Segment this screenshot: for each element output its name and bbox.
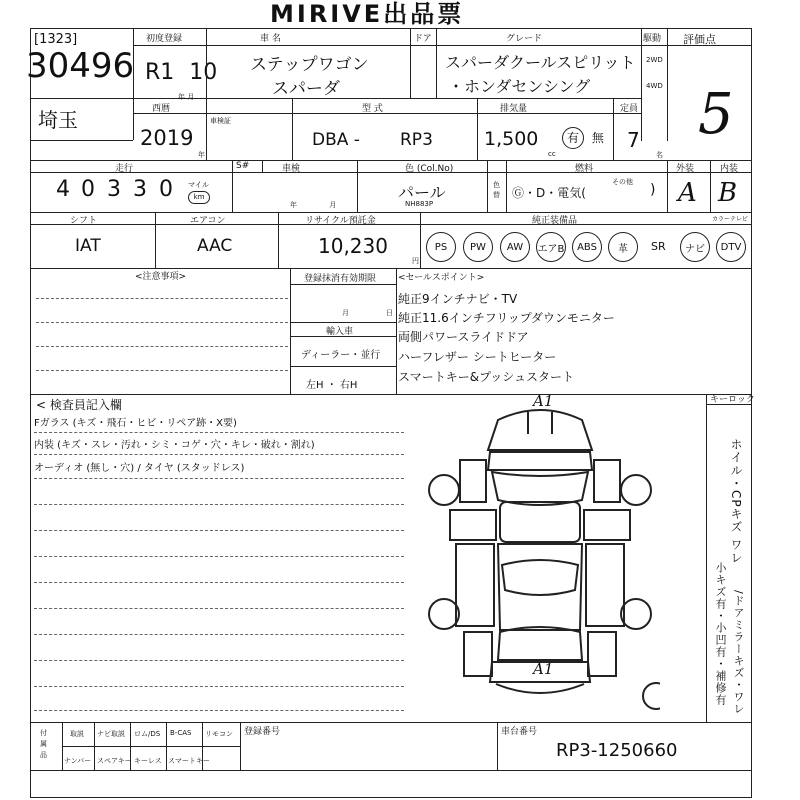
- exterior-value: A: [678, 178, 697, 208]
- model-name-label: 車 名: [260, 34, 281, 44]
- first-reg-unit: 年 月: [178, 93, 195, 101]
- chassis-value: RP3-1250660: [556, 740, 678, 761]
- mileage-digit: 0: [159, 177, 173, 202]
- damage-mark-front: A1: [533, 392, 554, 410]
- fuel-close: ): [650, 182, 656, 198]
- side-note-3: 小キズ有・小凹有・補修有: [714, 562, 727, 706]
- accessory: スマートキー: [168, 757, 210, 765]
- import-label: 輸入車: [326, 327, 354, 337]
- equip-leather: 革: [608, 232, 638, 262]
- turbo-yes: 有: [562, 127, 584, 149]
- rating-label: 評価点: [683, 33, 716, 46]
- accessories-label: 付属品: [40, 729, 47, 759]
- model-code-value: RP3: [400, 130, 433, 150]
- color-label: 色 (Col.No): [405, 164, 454, 174]
- accessory: スペアキー: [97, 757, 132, 765]
- chassis-label: 車台番号: [501, 727, 538, 737]
- rating-value: 5: [698, 82, 734, 147]
- equip-pw: PW: [463, 232, 493, 262]
- mileage-digit: 3: [107, 177, 121, 202]
- side-note-2: /ドアミラーキズ・ワレ: [732, 590, 745, 715]
- lot-code: [1323]: [34, 32, 78, 47]
- color-value: パール: [398, 183, 446, 202]
- aircon-label: エアコン: [190, 216, 226, 226]
- lot-number: 30496: [26, 46, 135, 86]
- sales-point: 両側パワースライドドア: [398, 330, 529, 344]
- accessory: リモコン: [205, 730, 233, 738]
- interior-label: 内装: [720, 164, 739, 174]
- interior-value: B: [718, 178, 738, 208]
- model-code-label: 型 式: [362, 104, 383, 114]
- document-title: MIRIVE出品票: [270, 0, 465, 28]
- equip-airbag: エアB: [536, 232, 566, 262]
- side-note-1: ホイル・CPキズ ワレ: [729, 438, 743, 565]
- mileage-digit: 0: [81, 177, 95, 202]
- handle-option: 左H ・ 右H: [306, 380, 358, 391]
- displacement-label: 排気量: [500, 104, 528, 114]
- inspector-label: < 検査員記入欄: [36, 398, 122, 412]
- aircon-value: AAC: [197, 236, 233, 256]
- shaken-unit: 年 月: [290, 201, 337, 209]
- tv-label: カラーテレビ: [712, 216, 748, 223]
- model-name-line1: ステップワゴン: [250, 55, 369, 75]
- mileage-unit-mile: マイル: [188, 181, 209, 189]
- sales-point: スマートキー&プッシュスタート: [398, 370, 575, 384]
- inspector-interior: 内装 (キズ・スレ・汚れ・シミ・コゲ・穴・キレ・破れ・割れ): [34, 440, 315, 451]
- shift-label: シフト: [70, 216, 98, 226]
- mileage-digit: 3: [133, 177, 147, 202]
- capacity-label: 定員: [620, 104, 639, 114]
- reg-number-label: 登録番号: [244, 727, 281, 737]
- mileage-digit: 4: [56, 177, 70, 202]
- year-label: 西暦: [152, 104, 171, 114]
- region: 埼玉: [38, 108, 78, 132]
- dealer-option: ディーラー・並行: [301, 350, 381, 361]
- sales-point: ハーフレザー シートヒーター: [398, 350, 557, 364]
- equip-abs: ABS: [572, 232, 602, 262]
- accessory: 取説: [70, 730, 84, 738]
- registry-label: 登録抹消有効期限: [304, 274, 377, 284]
- turbo-no: 無: [591, 131, 604, 145]
- fuel-label: 燃料: [575, 164, 594, 174]
- drive-2wd: 2WD: [646, 56, 663, 64]
- drive-4wd: 4WD: [646, 82, 663, 90]
- accessory: ナビ取説: [97, 730, 125, 738]
- sales-points-label: <セールスポイント>: [398, 273, 485, 283]
- recycle-unit: 円: [412, 257, 419, 265]
- drive-label: 駆動: [643, 34, 662, 44]
- fuel-other-label: その他: [612, 178, 633, 186]
- inspector-glass: Fガラス (キズ・飛石・ヒビ・リペア跡・X要): [34, 418, 237, 429]
- recycle-label: リサイクル預託金: [305, 216, 376, 226]
- equip-ps: PS: [426, 232, 456, 262]
- turbo-options: [562, 127, 604, 149]
- grade-line1: スパーダクールスピリット: [445, 53, 636, 72]
- equip-navi: ナビ: [680, 232, 710, 262]
- first-reg-label: 初度登録: [146, 34, 183, 44]
- accessory: キーレス: [134, 757, 162, 765]
- shift-value: IAT: [75, 236, 101, 256]
- mileage-digits: [56, 177, 185, 202]
- mileage-unit-km: km: [188, 191, 210, 204]
- equip-sr: SR: [651, 240, 666, 253]
- sales-point: 純正9インチナビ・TV: [398, 292, 518, 306]
- equip-dtv: DTV: [716, 232, 746, 262]
- grade-label: グレード: [506, 34, 543, 44]
- notes-label: <注意事項>: [135, 272, 187, 282]
- capacity-unit: 名: [656, 151, 663, 159]
- model-code-prefix: DBA -: [312, 130, 360, 150]
- capacity-value: 7: [627, 128, 640, 152]
- smeter-label: S#: [236, 161, 250, 171]
- model-name-line2: スパーダ: [272, 79, 340, 99]
- equipment-label: 純正装備品: [532, 216, 578, 226]
- mileage-label: 走行: [115, 164, 134, 174]
- exterior-label: 外装: [676, 164, 695, 174]
- keylock-label: キーロック: [710, 395, 755, 405]
- sales-point: 純正11.6インチフリップダウンモニター: [398, 311, 615, 325]
- accessory: ナンバー: [64, 757, 92, 765]
- registry-month-unit: 月: [342, 309, 349, 317]
- first-reg-month: 10: [189, 60, 218, 85]
- door-label: ドア: [414, 34, 432, 44]
- first-reg-era: R1: [145, 60, 175, 85]
- displacement-value: 1,500: [484, 128, 539, 150]
- year-unit: 年: [198, 151, 205, 159]
- damage-mark-rear: A1: [533, 660, 554, 678]
- recycle-value: 10,230: [318, 234, 388, 258]
- grade-line2: ・ホンダセンシング: [448, 77, 591, 96]
- registry-day-unit: 日: [386, 309, 393, 317]
- year-value: 2019: [140, 126, 194, 150]
- accessory: ロム/DS: [134, 730, 161, 738]
- inspector-audio: オーディオ (無し・穴) / タイヤ (スタッドレス): [34, 463, 245, 474]
- shaken-label: 車検: [282, 164, 301, 174]
- accessory: B-CAS: [170, 729, 192, 737]
- equip-aw: AW: [500, 232, 530, 262]
- fuel-options: Ⓖ・D・電気(: [512, 186, 586, 200]
- inspection-label: 車検証: [210, 117, 231, 125]
- color-change-label: 色替: [493, 181, 500, 199]
- color-code: NH883P: [405, 200, 434, 208]
- displacement-unit: cc: [548, 150, 556, 158]
